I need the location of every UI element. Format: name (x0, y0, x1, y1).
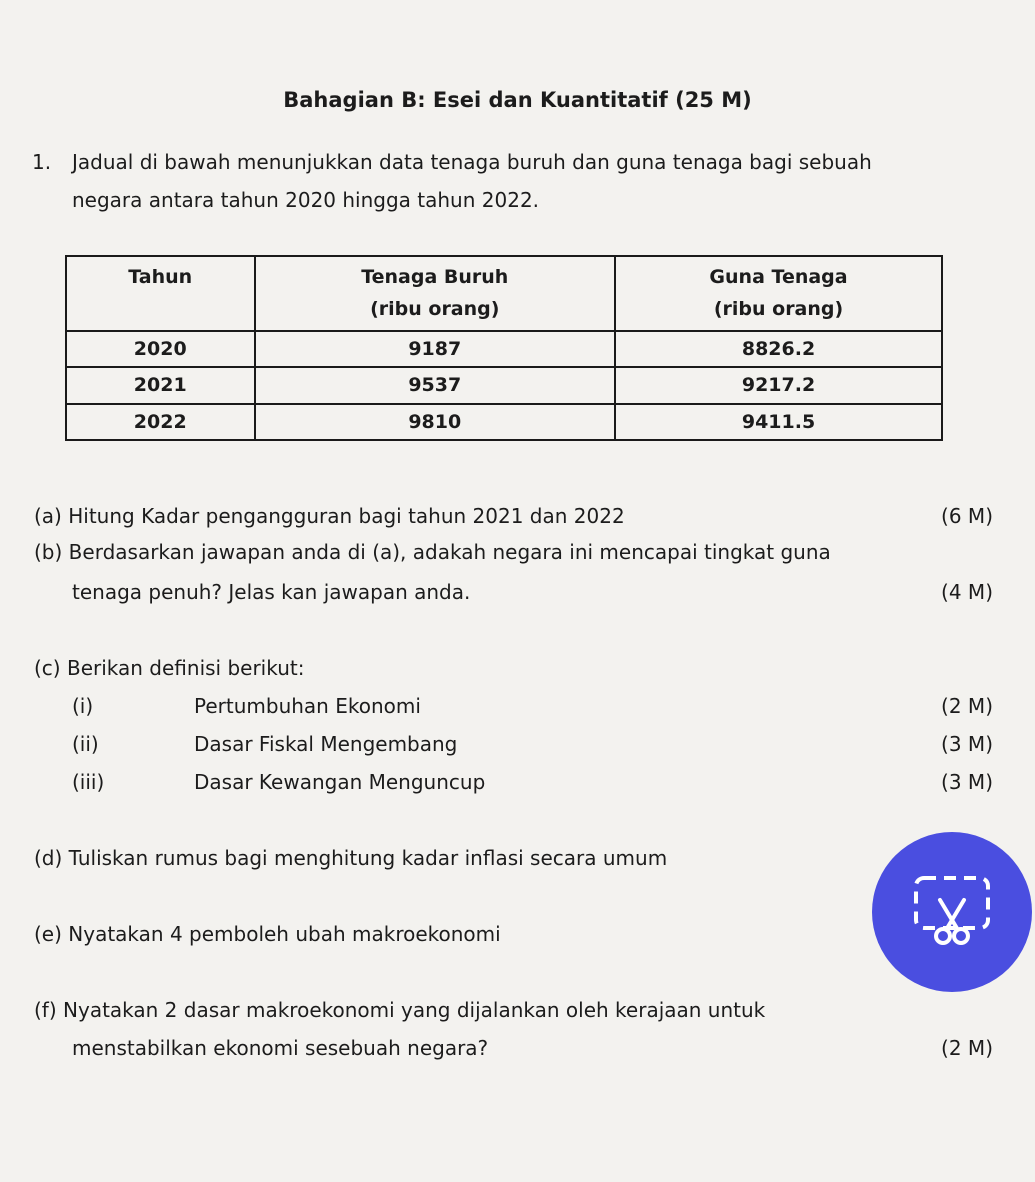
labour-data-table (65, 255, 943, 441)
part-c-sub-3-text: Dasar Kewangan Menguncup (194, 770, 486, 794)
crop-capture-button[interactable] (872, 832, 1032, 992)
part-c-text: Berikan definisi berikut: (66, 656, 305, 680)
part-c-sub-1-marks: (2 M) (941, 694, 993, 718)
cell-labour-force: 9537 (255, 367, 616, 403)
part-e-label: (e) (34, 922, 62, 946)
part-b-text-line-1: Berdasarkan jawapan anda di (a), adakah negara ini mencapai tingkat guna (68, 540, 831, 564)
cell-labour-force: 9187 (255, 331, 616, 367)
table-row (66, 367, 942, 403)
part-c-sub-3-marks: (3 M) (941, 770, 993, 794)
section-title: Bahagian B: Esei dan Kuantitatif (25 M) (283, 88, 752, 112)
part-c-sub-1-text: Pertumbuhan Ekonomi (194, 694, 421, 718)
part-f-text-line-1: Nyatakan 2 dasar makroekonomi yang dijalankan oleh kerajaan untuk (63, 998, 766, 1022)
header-employment (615, 256, 942, 331)
table-row (66, 331, 942, 367)
part-f-text-line-2: menstabilkan ekonomi sesebuah negara? (72, 1036, 489, 1060)
part-f-label: (f) (34, 998, 57, 1022)
part-e (34, 922, 501, 946)
question-text-line-2: negara antara tahun 2020 hingga tahun 2022. (72, 188, 540, 212)
question-text-line-1: Jadual di bawah menunjukkan data tenaga buruh dan guna tenaga bagi sebuah (72, 150, 872, 174)
cell-year: 2021 (66, 367, 255, 403)
header-year-label: Tahun (128, 266, 193, 288)
part-c-sub-2-number: (ii) (72, 732, 99, 756)
header-employment-unit: (ribu orang) (713, 298, 844, 320)
part-c-sub-2-marks: (3 M) (941, 732, 993, 756)
part-c (34, 656, 304, 680)
cell-employment: 8826.2 (615, 331, 942, 367)
part-d-label: (d) (34, 846, 63, 870)
part-a-marks: (6 M) (941, 504, 993, 528)
table-header-row (66, 256, 942, 331)
part-a-label: (a) (34, 504, 62, 528)
part-c-label: (c) (34, 656, 61, 680)
header-year (66, 256, 255, 331)
part-c-sub-2-text: Dasar Fiskal Mengembang (194, 732, 458, 756)
header-labour-force-unit: (ribu orang) (370, 298, 500, 320)
part-d (34, 846, 667, 870)
cell-year: 2020 (66, 331, 255, 367)
part-b-text-line-2: tenaga penuh? Jelas kan jawapan anda. (72, 580, 471, 604)
table-row (66, 404, 942, 440)
part-f (34, 998, 765, 1022)
cell-employment: 9411.5 (615, 404, 942, 440)
cell-year: 2022 (66, 404, 255, 440)
part-d-text: Tuliskan rumus bagi menghitung kadar inflasi secara umum (68, 846, 668, 870)
part-a-text: Hitung Kadar pengangguran bagi tahun 2021 dan 2022 (68, 504, 625, 528)
header-employment-label: Guna Tenaga (709, 266, 848, 288)
header-labour-force (255, 256, 616, 331)
scissors-crop-icon (912, 874, 992, 950)
part-c-sub-3-number: (iii) (72, 770, 105, 794)
part-b (34, 540, 831, 564)
part-b-label: (b) (34, 540, 63, 564)
part-a (34, 504, 625, 528)
header-labour-force-label: Tenaga Buruh (361, 266, 509, 288)
part-e-text: Nyatakan 4 pemboleh ubah makroekonomi (68, 922, 501, 946)
part-b-marks: (4 M) (941, 580, 993, 604)
part-f-marks: (2 M) (941, 1036, 993, 1060)
cell-labour-force: 9810 (255, 404, 616, 440)
cell-employment: 9217.2 (615, 367, 942, 403)
part-c-sub-1-number: (i) (72, 694, 94, 718)
question-number: 1. (32, 150, 52, 174)
